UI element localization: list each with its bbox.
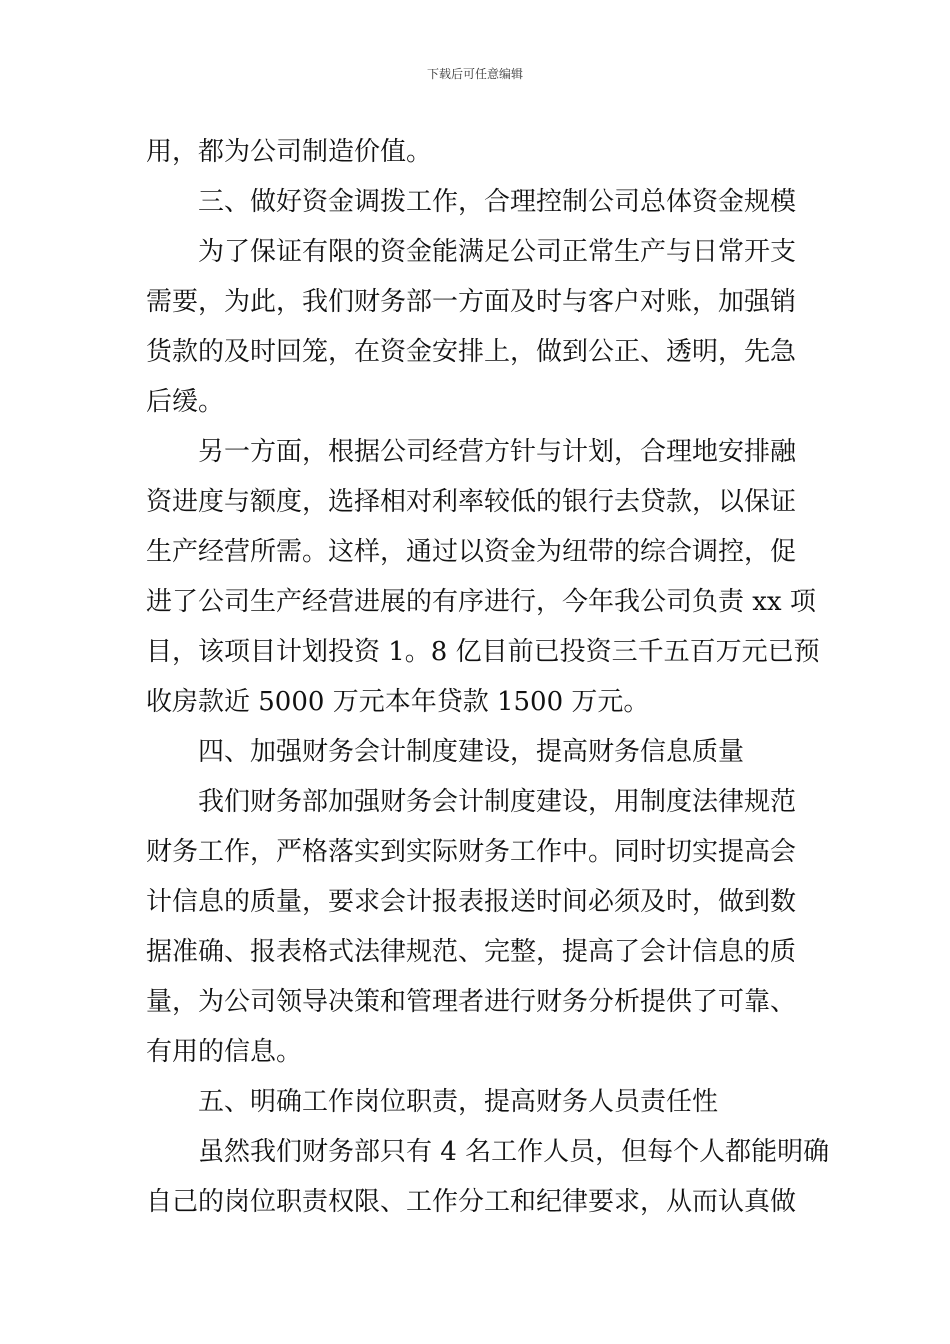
paragraph-line: 用，都为公司制造价值。 <box>146 137 433 167</box>
paragraph-line-indented: 虽然我们财务部只有 4 名工作人员，但每个人都能明确 <box>198 1137 830 1167</box>
paragraph-line: 收房款近 5000 万元本年贷款 1500 万元。 <box>146 687 650 717</box>
paragraph-line-indented: 为了保证有限的资金能满足公司正常生产与日常开支 <box>198 237 797 267</box>
paragraph-line: 计信息的质量，要求会计报表报送时间必须及时，做到数 <box>146 887 797 917</box>
paragraph-line: 自己的岗位职责权限、工作分工和纪律要求，从而认真做 <box>146 1187 797 1217</box>
paragraph-line: 有用的信息。 <box>146 1037 303 1067</box>
paragraph-line: 量，为公司领导决策和管理者进行财务分析提供了可靠、 <box>146 987 797 1017</box>
paragraph-line: 资进度与额度，选择相对利率较低的银行去贷款，以保证 <box>146 487 797 517</box>
paragraph-line-indented: 五、明确工作岗位职责，提高财务人员责任性 <box>198 1087 719 1117</box>
paragraph-line: 据准确、报表格式法律规范、完整，提高了会计信息的质 <box>146 937 797 967</box>
paragraph-line: 目，该项目计划投资 1。8 亿目前已投资三千五百万元已预 <box>146 637 820 667</box>
paragraph-line: 生产经营所需。这样，通过以资金为纽带的综合调控，促 <box>146 537 797 567</box>
page-header: 下载后可任意编辑 <box>426 67 523 81</box>
paragraph-line: 进了公司生产经营进展的有序进行，今年我公司负责 xx 项 <box>146 587 816 617</box>
document-body <box>146 127 830 1227</box>
paragraph-line: 后缓。 <box>146 387 225 417</box>
paragraph-line: 货款的及时回笼，在资金安排上，做到公正、透明，先急 <box>146 337 797 367</box>
paragraph-line: 财务工作，严格落实到实际财务工作中。同时切实提高会 <box>146 837 797 867</box>
paragraph-line-indented: 我们财务部加强财务会计制度建设，用制度法律规范 <box>198 787 797 817</box>
paragraph-line-indented: 三、做好资金调拨工作，合理控制公司总体资金规模 <box>198 187 797 217</box>
paragraph-line: 需要，为此，我们财务部一方面及时与客户对账，加强销 <box>146 287 797 317</box>
paragraph-line-indented: 四、加强财务会计制度建设，提高财务信息质量 <box>198 737 745 767</box>
paragraph-line-indented: 另一方面，根据公司经营方针与计划，合理地安排融 <box>198 437 797 467</box>
